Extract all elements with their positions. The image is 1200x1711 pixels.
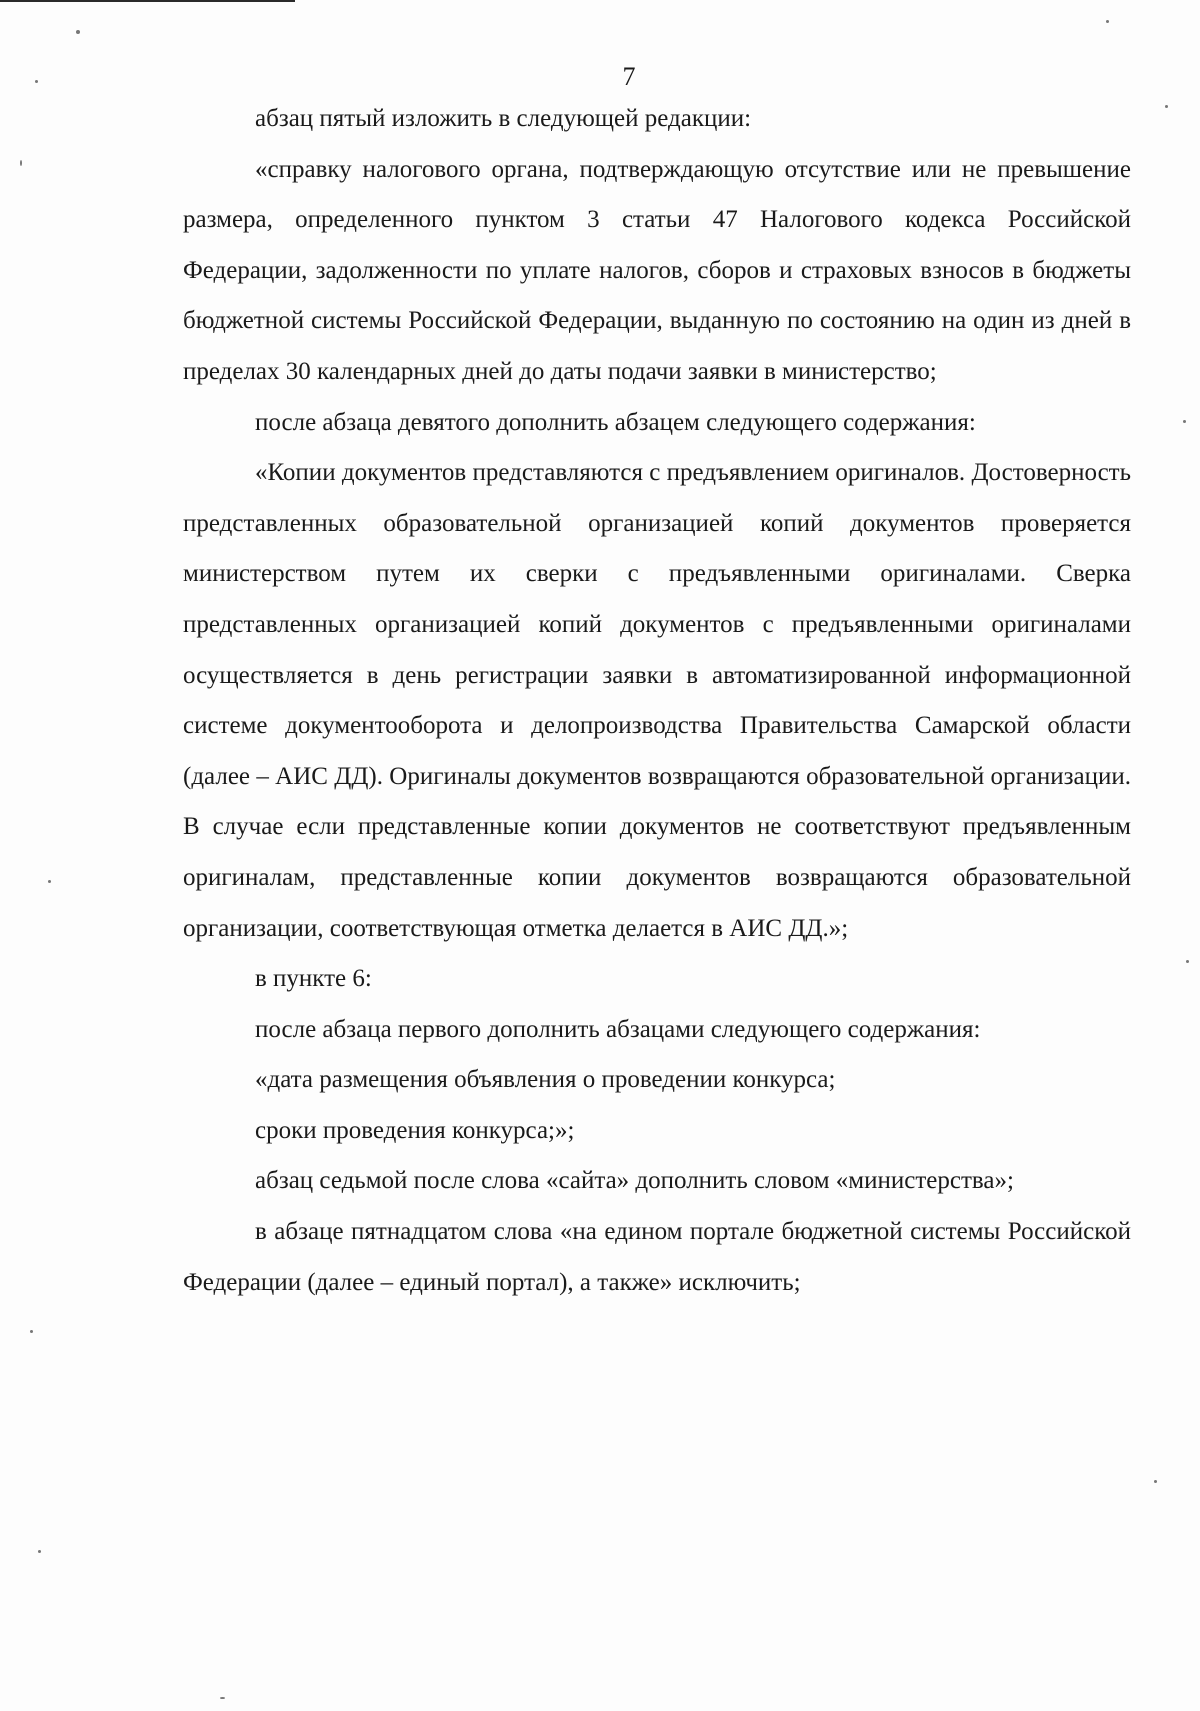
document-body (183, 94, 1131, 1308)
top-rule (0, 0, 295, 2)
paragraph-2: «справку налогового органа, подтверждающую отсутствие или не превышение размера, определенного пунктом 3 статьи 47 Налогового кодекса Российской Федерации, задолженности по уплате налогов, сборов и страховых взносов в бюджеты бюджетной системы Российской Федерации, выданную по состоянию на один из дней в пределах 30 календарных дней до даты подачи заявки в министерство; (183, 155, 1131, 385)
paragraph-4: «Копии документов представляются с предъявлением оригиналов. Достоверность представленных образовательной организацией копий документов проверяется министерством путем их сверки с предъявленными оригиналами. Сверка представленных организацией копий документов с предъявленными оригиналами осуществляется в день регистрации заявки в автоматизированной информационной системе документооборота и делопроизводства Правительства Самарской области (далее – АИС ДД). Оригиналы документов возвращаются образовательной организации. В случае если представленные копии документов не соответствуют предъявленным оригиналам, представленные копии документов возвращаются образовательной организации, соответствующая отметка делается в АИС ДД.»; (183, 459, 1131, 942)
scan-speck (38, 1550, 41, 1553)
paragraph-6: после абзаца первого дополнить абзацами следующего содержания: (255, 1015, 981, 1043)
scan-speck (76, 30, 80, 34)
paragraph-10: в абзаце пятнадцатом слова «на едином портале бюджетной системы Российской Федерации (далее – единый портал), а также» исключить; (183, 1218, 1131, 1296)
paragraph-8: сроки проведения конкурса;»; (255, 1116, 575, 1144)
scan-speck (30, 1330, 33, 1333)
paragraph-9: абзац седьмой после слова «сайта» дополнить словом «министерства»; (255, 1167, 1014, 1195)
scan-speck (1183, 420, 1186, 423)
scan-speck (1186, 960, 1189, 963)
paragraph-7: «дата размещения объявления о проведении конкурса; (255, 1066, 836, 1094)
scan-speck (48, 880, 51, 883)
paragraph-3: после абзаца девятого дополнить абзацем следующего содержания: (255, 408, 976, 436)
page-number: 7 (622, 62, 636, 91)
scan-speck (220, 1697, 225, 1699)
paragraph-1: абзац пятый изложить в следующей редакции: (255, 105, 752, 132)
scan-speck (1165, 105, 1168, 108)
scan-speck (1154, 1480, 1157, 1483)
scan-speck (35, 80, 38, 83)
scan-speck (1106, 20, 1109, 23)
scan-speck (20, 160, 22, 166)
paragraph-5: в пункте 6: (255, 965, 372, 993)
